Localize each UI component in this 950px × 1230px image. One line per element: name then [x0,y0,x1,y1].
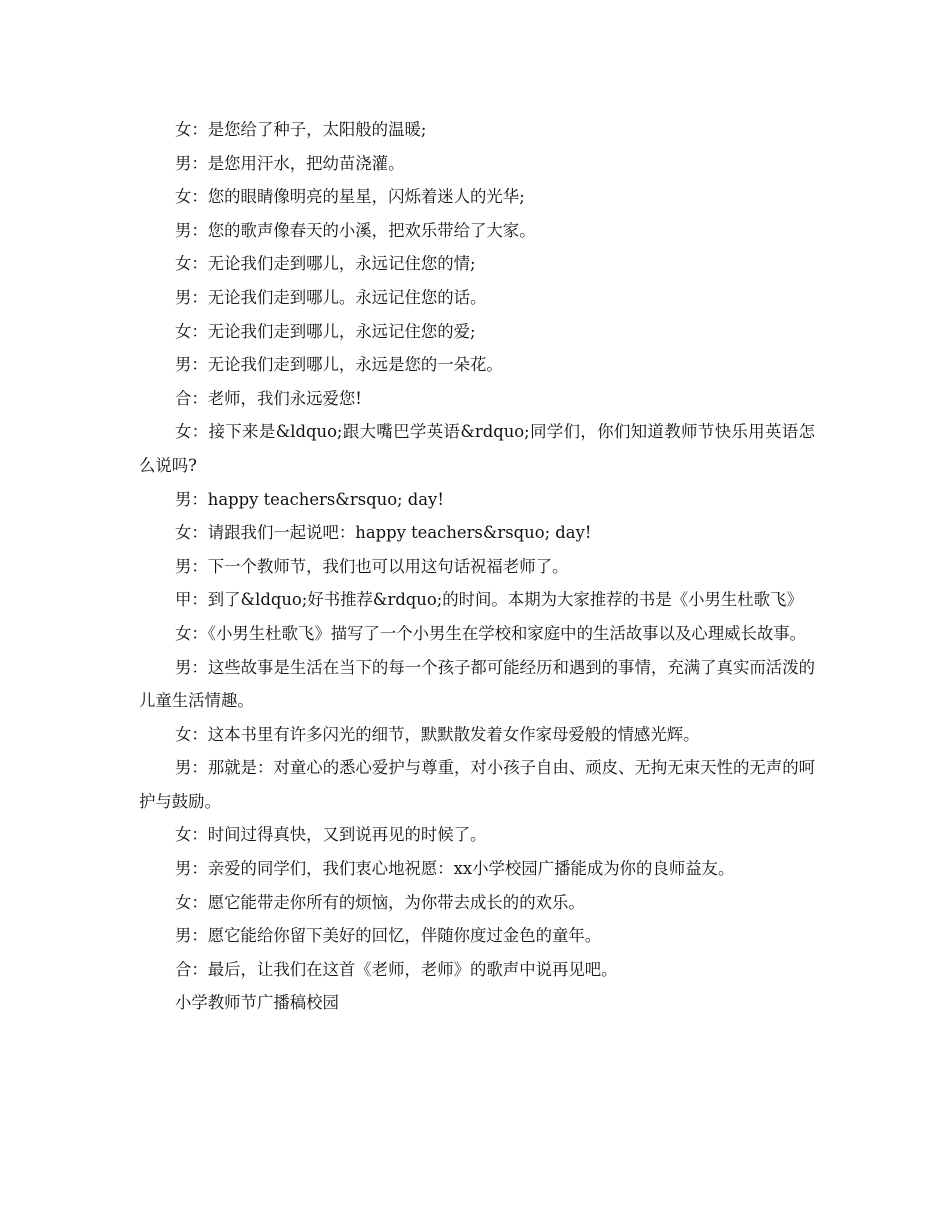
paragraph: 小学教师节广播稿校园 [175,993,339,1013]
paragraph: 男：是您用汗水，把幼苗浇灌。 [175,153,405,173]
paragraph: 男：亲爱的同学们，我们衷心地祝愿：xx小学校园广播能成为你的良师益友。 [175,859,735,879]
paragraph: 男：这些故事是生活在当下的每一个孩子都可能经历和遇到的事情，充满了真实而活泼的儿童生活情趣。 [139,657,815,711]
paragraph: 男：无论我们走到哪儿。永远记住您的话。 [175,287,487,307]
paragraph: 男：那就是：对童心的悉心爱护与尊重，对小孩子自由、顽皮、无拘无束天性的无声的呵护与鼓励。 [139,758,815,811]
paragraph: 男：您的歌声像春天的小溪，把欢乐带给了大家。 [175,220,536,240]
paragraph: 女：这本书里有许多闪光的细节，默默散发着女作家母爱般的情感光辉。 [175,724,700,744]
paragraph: 女：《小男生杜歌飞》描写了一个小男生在学校和家庭中的生活故事以及心理威长故事。 [175,623,807,643]
paragraph: 女：无论我们走到哪儿，永远记住您的情; [175,254,476,274]
document-body [139,113,815,1020]
paragraph: 合：最后，让我们在这首《老师，老师》的歌声中说再见吧。 [175,959,618,979]
paragraph: 女：请跟我们一起说吧：happy teachers&rsquo; day! [175,523,592,543]
paragraph: 女：接下来是&ldquo;跟大嘴巴学英语&rdquo;同学们，你们知道教师节快乐用英语怎么说吗? [139,422,815,475]
paragraph: 男：无论我们走到哪儿，永远是您的一朵花。 [175,355,503,375]
paragraph: 女：是您给了种子，太阳般的温暖; [175,120,427,139]
paragraph: 男：happy teachers&rsquo; day! [175,489,444,509]
paragraph: 女：您的眼睛像明亮的星星，闪烁着迷人的光华; [175,187,525,207]
paragraph: 男：愿它能给你留下美好的回忆，伴随你度过金色的童年。 [175,926,602,946]
paragraph: 女：无论我们走到哪儿，永远记住您的爱; [175,321,476,341]
paragraph: 女：愿它能带走你所有的烦恼，为你带去成长的的欢乐。 [175,892,585,912]
paragraph: 合：老师，我们永远爱您! [175,388,362,408]
paragraph: 男：下一个教师节，我们也可以用这句话祝福老师了。 [175,556,569,576]
paragraph: 甲：到了&ldquo;好书推荐&rdquo;的时间。本期为大家推荐的书是《小男生杜歌飞》 [175,590,803,610]
paragraph: 女：时间过得真快，又到说再见的时候了。 [175,825,487,845]
